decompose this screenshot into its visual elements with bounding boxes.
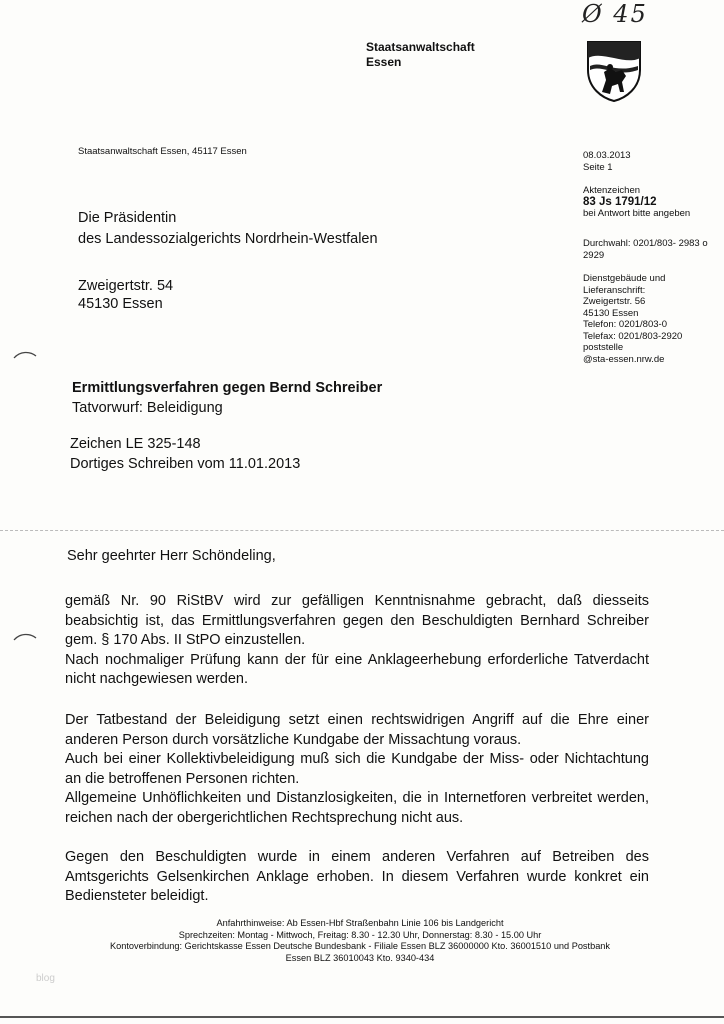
paragraph-1 <box>65 592 649 690</box>
file-label: Aktenzeichen <box>583 185 641 196</box>
reference-block <box>70 434 300 474</box>
side-address-block <box>583 273 682 365</box>
fold-line-divider <box>0 530 724 531</box>
recipient-city: 45130 Essen <box>78 296 163 312</box>
punch-mark-icon <box>12 350 38 360</box>
paragraph-2a: Der Tatbestand der Beleidigung setzt einen rechtswidrigen Angriff auf die Ehre einer anderen Person durch vorsätzliche Kundgabe der Missachtung voraus. <box>65 712 649 748</box>
side-direct-line-block <box>583 238 708 261</box>
watermark: blog <box>36 973 55 984</box>
letterhead-authority <box>366 40 475 70</box>
file-number: 83 Js 1791/12 <box>583 195 657 208</box>
email-line-2: @sta-essen.nrw.de <box>583 353 665 365</box>
side-date-block <box>583 150 631 173</box>
fax-number: Telefax: 0201/803-2920 <box>583 330 683 342</box>
footer-bank-details-2: Essen BLZ 36010043 Kto. 9340-434 <box>285 952 435 963</box>
page-number: Seite 1 <box>583 161 613 173</box>
footer-directions: Anfahrthinweise: Ab Essen-Hbf Straßenbahn Linie 106 bis Landgericht <box>216 918 504 928</box>
direct-line-alt: 2929 <box>583 249 605 261</box>
subject-charge: Tatvorwurf: Beleidigung <box>72 400 223 416</box>
building-label-2: Lieferanschrift: <box>583 284 646 296</box>
paragraph-3 <box>65 848 649 907</box>
file-note: bei Antwort bitte angeben <box>583 208 691 219</box>
nrw-coat-of-arms-icon <box>586 40 642 102</box>
phone-number: Telefon: 0201/803-0 <box>583 319 667 330</box>
recipient-court: des Landessozialgerichts Nordrhein-Westfalen <box>78 231 378 247</box>
subject-title: Ermittlungsverfahren gegen Bernd Schreiber <box>72 380 383 396</box>
paragraph-2c: Allgemeine Unhöflichkeiten und Distanzlosigkeiten, die in Internetforen verbreitet werden, reichen nach der obergerichtlichen Rechtsprechung nicht aus. <box>65 790 649 826</box>
side-file-block <box>583 185 690 220</box>
building-street: Zweigertstr. 56 <box>583 296 646 307</box>
footer-office-hours: Sprechzeiten: Montag - Mittwoch, Freitag: 8.30 - 12.30 Uhr, Donnerstag: 8.30 - 15.00 Uhr <box>178 929 542 940</box>
paragraph-1a: gemäß Nr. 90 RiStBV wird zur gefälligen Kenntnisnahme gebracht, daß diesseits beabsichtig ist, das Ermittlungsverfahren gegen den Beschuldigten Bernhard Schreiber gem. § 170 Abs. II StPO einzustellen. <box>65 593 649 648</box>
recipient-address <box>78 277 173 313</box>
footer-bank-details: Kontoverbindung: Gerichtskasse Essen Deutsche Bundesbank - Filiale Essen BLZ 36000000 Kto. 36001510 und Postbank <box>109 941 611 951</box>
letter-date: 08.03.2013 <box>583 150 631 161</box>
punch-mark-icon-2 <box>12 632 38 642</box>
paragraph-3-text: Gegen den Beschuldigten wurde in einem anderen Verfahren auf Betreiben des Amtsgerichts Gelsenkirchen Anklage erhoben. In diesem Verfahren wurde konkret ein Bediensteter beleidigt. <box>65 849 649 904</box>
paragraph-2 <box>65 711 649 828</box>
recipient-name: Die Präsidentin <box>78 210 177 226</box>
paragraph-2b: Auch bei einer Kollektivbeleidigung muß sich die Kundgabe der Miss- oder Nichtachtung an die betroffenen Personen richten. <box>65 751 649 787</box>
handwritten-note: Ø 45 <box>582 0 648 28</box>
recipient-block <box>78 208 378 250</box>
subject-block <box>72 378 382 418</box>
reference-sign: Zeichen LE 325-148 <box>70 436 201 452</box>
authority-name: Staatsanwaltschaft <box>366 40 475 54</box>
reference-letter: Dortiges Schreiben vom 11.01.2013 <box>70 456 301 472</box>
building-label-1: Dienstgebäude und <box>583 273 666 284</box>
authority-city: Essen <box>366 55 402 69</box>
sender-return-address: Staatsanwaltschaft Essen, 45117 Essen <box>78 146 247 157</box>
scan-edge-line <box>0 1016 724 1018</box>
salutation: Sehr geehrter Herr Schöndeling, <box>67 548 276 564</box>
email-line-1: poststelle <box>583 342 624 353</box>
recipient-street: Zweigertstr. 54 <box>78 278 174 294</box>
direct-line: Durchwahl: 0201/803- 2983 o <box>583 238 708 249</box>
paragraph-1b: Nach nochmaliger Prüfung kann der für eine Anklageerhebung erforderliche Tatverdacht nicht nachgewiesen werden. <box>65 651 649 687</box>
building-city: 45130 Essen <box>583 307 639 319</box>
letter-footer <box>40 918 680 964</box>
